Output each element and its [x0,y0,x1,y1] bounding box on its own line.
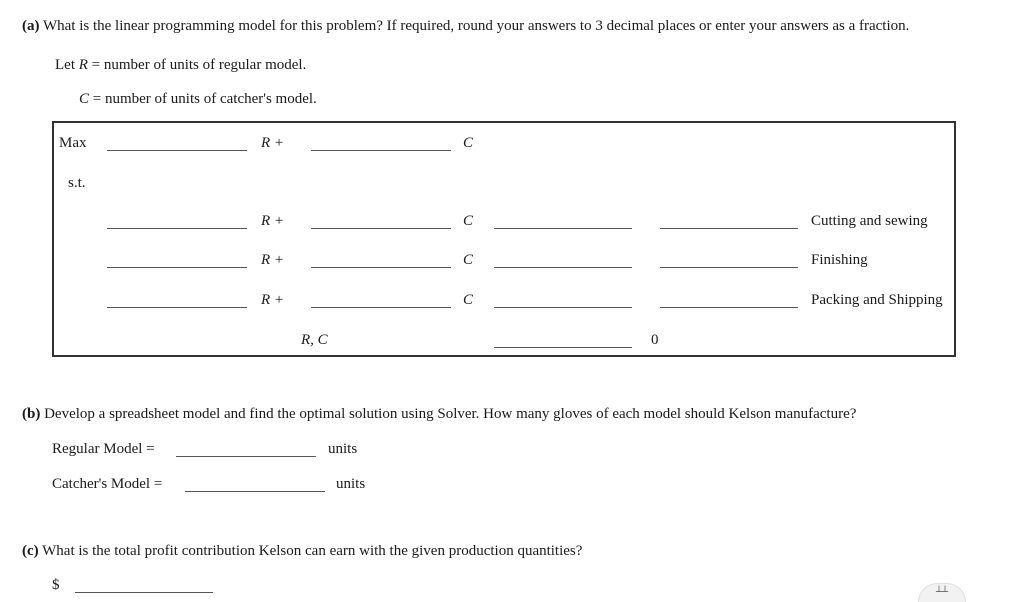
catcher-model-input[interactable] [185,491,325,492]
constraint-2-r-coef-input[interactable] [107,267,247,268]
part-a-question [22,17,909,35]
regular-units-label: units [328,441,358,457]
dollar-sign: $ [52,577,60,593]
constraint-1-c-var: C [463,213,474,229]
constraint-2-rhs-input[interactable] [660,267,798,268]
total-profit-input[interactable] [75,592,213,593]
nonneg-vars: R, C [301,332,328,348]
constraint-1-c-coef-input[interactable] [311,228,451,229]
objective-r-coef-input[interactable] [107,150,247,151]
constraint-2-c-coef-input[interactable] [311,267,451,268]
part-a-text: What is the linear programming model for this problem? If required, round your answers to 3 decimal places or enter your answers as a fraction. [42,18,910,34]
constraint-2-name: Finishing [811,252,868,268]
part-b-prefix: (b) [22,406,41,422]
catcher-model-label: Catcher's Model = [52,476,163,492]
variable-r-definition [55,56,306,74]
constraint-1-rhs-input[interactable] [660,228,798,229]
var-r-symbol: R [78,57,88,73]
regular-model-label: Regular Model = [52,441,155,457]
constraint-1-r-coef-input[interactable] [107,228,247,229]
max-label: Max [59,135,87,151]
constraint-3-name: Packing and Shipping [811,292,943,308]
constraint-1-name: Cutting and sewing [811,213,928,229]
part-c-question [22,542,582,560]
regular-model-input[interactable] [176,456,316,457]
constraint-3-c-var: C [463,292,474,308]
nonneg-rhs: 0 [651,332,659,348]
constraint-1-sign-select[interactable] [494,228,632,229]
constraint-3-r-plus: R + [261,292,285,308]
var-c-symbol: C [79,91,90,107]
var-c-def: = number of units of catcher's model. [89,91,317,107]
objective-r-plus: R + [261,135,285,151]
constraint-3-c-coef-input[interactable] [311,307,451,308]
drag-handle-icon[interactable]: ┴┴ [918,583,966,602]
objective-c-coef-input[interactable] [311,150,451,151]
var-r-def: = number of units of regular model. [87,57,307,73]
part-c-text: What is the total profit contribution Kelson can earn with the given production quantities? [42,543,583,559]
variable-c-definition [79,90,317,108]
constraint-1-r-plus: R + [261,213,285,229]
part-a-prefix: (a) [22,18,40,34]
constraint-3-sign-select[interactable] [494,307,632,308]
lp-model-box [52,121,956,357]
nonneg-sign-select[interactable] [494,347,632,348]
constraint-2-r-plus: R + [261,252,285,268]
constraint-2-c-var: C [463,252,474,268]
catcher-units-label: units [336,476,366,492]
constraint-3-rhs-input[interactable] [660,307,798,308]
constraint-3-r-coef-input[interactable] [107,307,247,308]
st-label: s.t. [68,175,86,191]
part-c-prefix: (c) [22,543,39,559]
part-b-text: Develop a spreadsheet model and find the optimal solution using Solver. How many gloves of each model should Kelson manufacture? [44,406,857,422]
part-b-question [22,405,856,423]
let-label: Let [55,57,79,73]
objective-c-var: C [463,135,474,151]
constraint-2-sign-select[interactable] [494,267,632,268]
